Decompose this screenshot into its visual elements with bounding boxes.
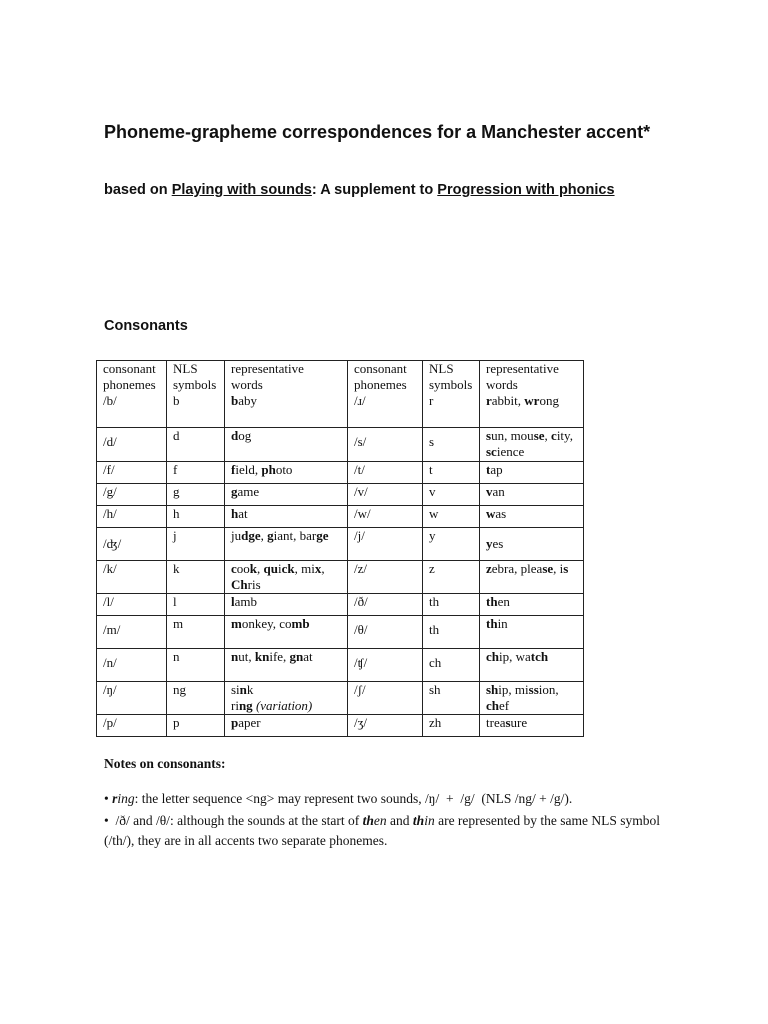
words-cell: lamb	[225, 593, 348, 615]
nls-symbol-cell: t	[423, 461, 480, 483]
phoneme-cell: /ʧ/	[348, 648, 423, 681]
phoneme-cell: /z/	[348, 560, 423, 593]
note-th: • /ð/ and /θ/: although the sounds at the start of then and thin are represented by the same NLS symbol (/th/), they are in all accents two separate phonemes.	[104, 813, 661, 848]
words-cell: yes	[480, 527, 584, 560]
consonants-table-body	[97, 361, 584, 737]
consonants-heading: Consonants	[104, 318, 188, 334]
words-cell: treasure	[480, 714, 584, 736]
phoneme-cell: /ʤ/	[97, 527, 167, 560]
nls-symbol-cell: s	[423, 427, 480, 461]
table-row	[97, 648, 584, 681]
nls-symbol-cell: g	[167, 483, 225, 505]
phoneme-cell: /v/	[348, 483, 423, 505]
nls-symbol-cell: j	[167, 527, 225, 560]
words-cell: field, photo	[225, 461, 348, 483]
phoneme-cell: /ð/	[348, 593, 423, 615]
words-cell: then	[480, 593, 584, 615]
words-cell: tap	[480, 461, 584, 483]
words-cell: ship, mission, chef	[480, 681, 584, 714]
nls-symbol-cell: n	[167, 648, 225, 681]
phoneme-cell: /j/	[348, 527, 423, 560]
nls-symbol-cell: r	[423, 393, 480, 427]
table-header-cell: NLS symbols	[423, 361, 480, 394]
words-cell: sun, mouse, city, science	[480, 427, 584, 461]
words-cell: baby	[225, 393, 348, 427]
phoneme-cell: /ŋ/	[97, 681, 167, 714]
nls-symbol-cell: z	[423, 560, 480, 593]
nls-symbol-cell: d	[167, 427, 225, 461]
notes-heading: Notes on consonants:	[104, 756, 226, 771]
words-cell: monkey, comb	[225, 615, 348, 648]
phoneme-cell: /d/	[97, 427, 167, 461]
table-header-cell: consonant phonemes	[97, 361, 167, 394]
table-row	[97, 615, 584, 648]
table-row	[97, 593, 584, 615]
nls-symbol-cell: y	[423, 527, 480, 560]
nls-symbol-cell: th	[423, 615, 480, 648]
nls-symbol-cell: b	[167, 393, 225, 427]
consonants-table	[96, 360, 584, 737]
nls-symbol-cell: h	[167, 505, 225, 527]
table-row	[97, 560, 584, 593]
page-subtitle	[104, 181, 624, 199]
nls-symbol-cell: v	[423, 483, 480, 505]
phoneme-cell: /ʒ/	[348, 714, 423, 736]
progression-with-phonics-link[interactable]: Progression with phonics	[437, 182, 615, 198]
words-cell: cook, quick, mix, Chris	[225, 560, 348, 593]
nls-symbol-cell: th	[423, 593, 480, 615]
subtitle-middle: : A supplement to	[311, 182, 438, 198]
phoneme-cell: /b/	[97, 393, 167, 427]
nls-symbol-cell: l	[167, 593, 225, 615]
nls-symbol-cell: f	[167, 461, 225, 483]
phoneme-cell: /p/	[97, 714, 167, 736]
nls-symbol-cell: ng	[167, 681, 225, 714]
nls-symbol-cell: p	[167, 714, 225, 736]
subtitle-prefix: based on	[104, 182, 172, 198]
phoneme-cell: /ɹ/	[348, 393, 423, 427]
table-row	[97, 714, 584, 736]
words-cell: chip, watch	[480, 648, 584, 681]
playing-with-sounds-link[interactable]: Playing with sounds	[171, 182, 312, 198]
table-header-cell: representative words	[225, 361, 348, 394]
words-cell: game	[225, 483, 348, 505]
words-cell: dog	[225, 427, 348, 461]
table-row	[97, 681, 584, 714]
words-cell: judge, giant, barge	[225, 527, 348, 560]
words-cell: hat	[225, 505, 348, 527]
nls-symbol-cell: ch	[423, 648, 480, 681]
nls-symbol-cell: sh	[423, 681, 480, 714]
phoneme-cell: /l/	[97, 593, 167, 615]
table-row	[97, 427, 584, 461]
phoneme-cell: /s/	[348, 427, 423, 461]
table-row	[97, 527, 584, 560]
table-row	[97, 461, 584, 483]
nls-symbol-cell: m	[167, 615, 225, 648]
phoneme-cell: /w/	[348, 505, 423, 527]
words-cell: was	[480, 505, 584, 527]
words-cell: sink ring (variation)	[225, 681, 348, 714]
phoneme-cell: /g/	[97, 483, 167, 505]
nls-symbol-cell: zh	[423, 714, 480, 736]
phoneme-cell: /θ/	[348, 615, 423, 648]
words-cell: rabbit, wrong	[480, 393, 584, 427]
table-header-cell: representative words	[480, 361, 584, 394]
table-row	[97, 393, 584, 427]
page-title: Phoneme-grapheme correspondences for a Manchester accent*	[104, 122, 651, 142]
table-header-cell: consonant phonemes	[348, 361, 423, 394]
phoneme-cell: /f/	[97, 461, 167, 483]
words-cell: van	[480, 483, 584, 505]
words-cell: nut, knife, gnat	[225, 648, 348, 681]
words-cell: paper	[225, 714, 348, 736]
nls-symbol-cell: k	[167, 560, 225, 593]
table-row	[97, 483, 584, 505]
phoneme-cell: /h/	[97, 505, 167, 527]
phoneme-cell: /t/	[348, 461, 423, 483]
phoneme-cell: /ʃ/	[348, 681, 423, 714]
words-cell: thin	[480, 615, 584, 648]
table-header-cell: NLS symbols	[167, 361, 225, 394]
phoneme-cell: /m/	[97, 615, 167, 648]
note-ring: • ring: the letter sequence <ng> may represent two sounds, /ŋ/ + /g/ (NLS /ng/ + /g/).	[104, 791, 573, 806]
nls-symbol-cell: w	[423, 505, 480, 527]
phoneme-cell: /k/	[97, 560, 167, 593]
words-cell: zebra, please, is	[480, 560, 584, 593]
table-row	[97, 505, 584, 527]
table-header-row	[97, 361, 584, 394]
phoneme-cell: /n/	[97, 648, 167, 681]
